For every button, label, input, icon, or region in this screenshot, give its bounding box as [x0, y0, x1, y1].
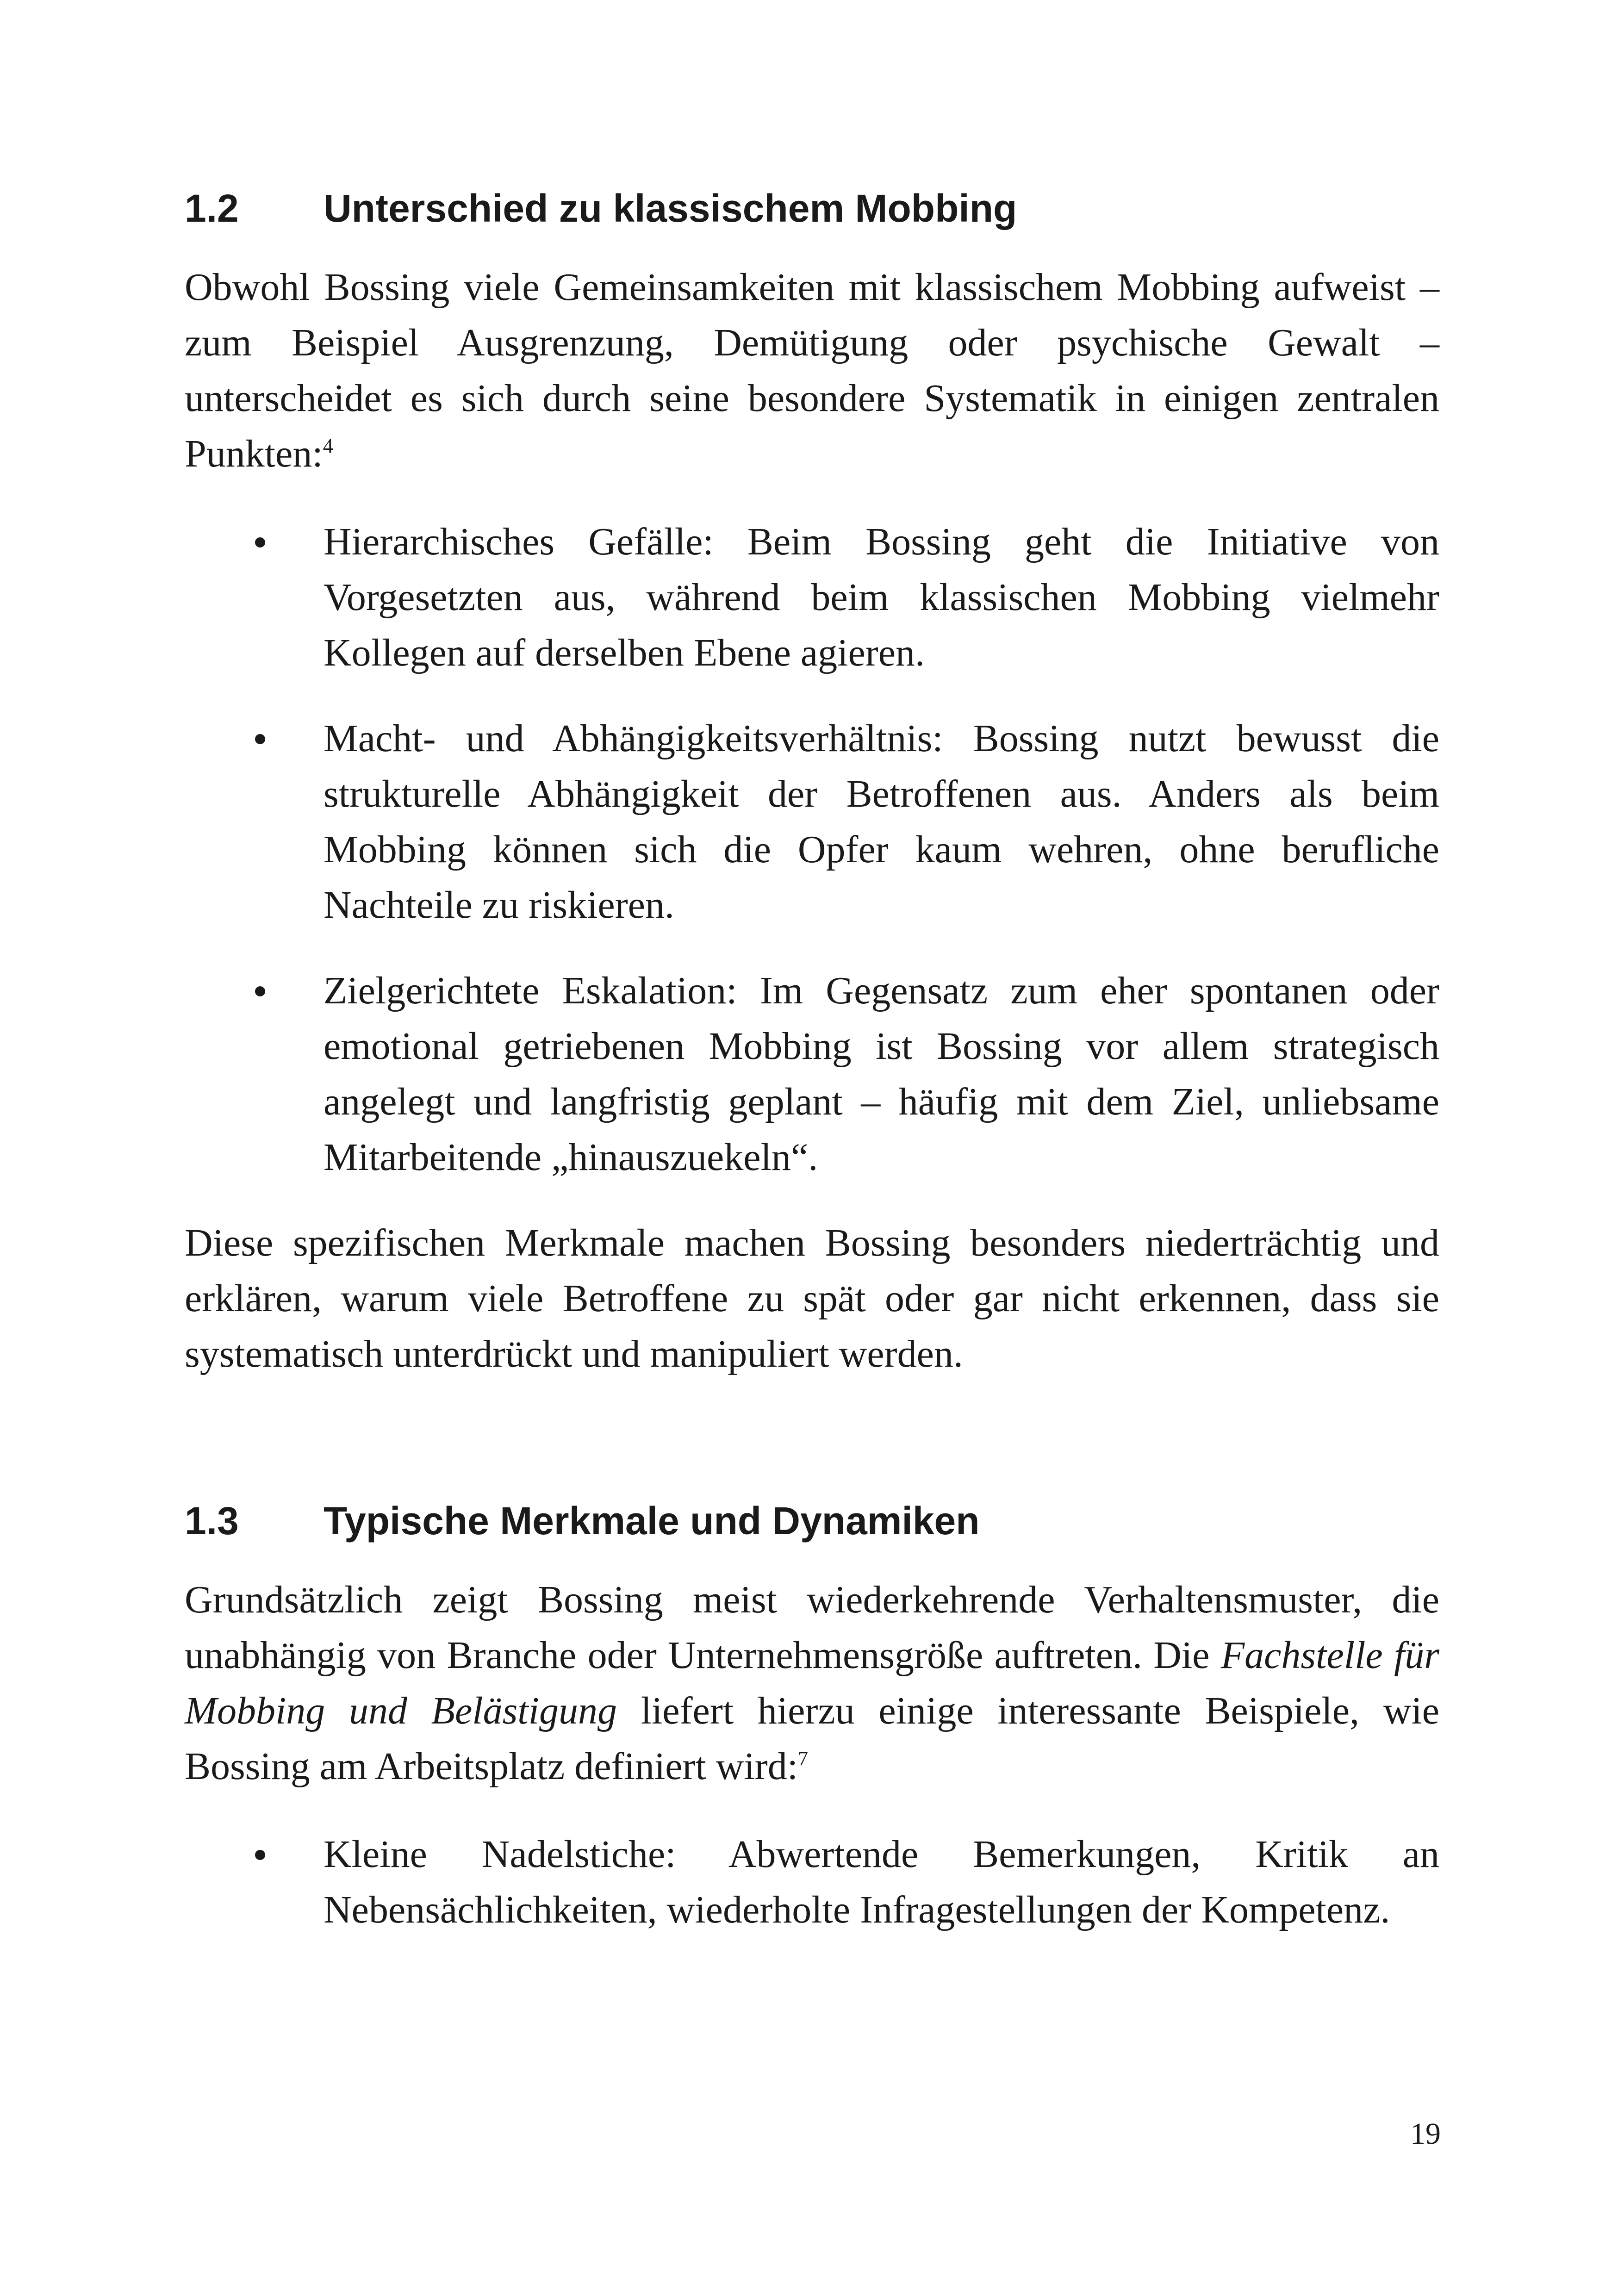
bullet-icon — [255, 1850, 265, 1860]
section-number: 1.2 — [185, 187, 239, 230]
list-item — [185, 1827, 1439, 1938]
section-number: 1.3 — [185, 1499, 239, 1543]
paragraph-text: liefert hierzu einige interessante Beispiele, wie Bossing am Arbeitsplatz definiert wird: — [185, 1689, 1439, 1788]
list-item — [185, 514, 1439, 681]
list-item — [185, 711, 1439, 933]
section-heading-1-2 — [185, 185, 1439, 232]
page-number: 19 — [1410, 2117, 1441, 2151]
list-item — [185, 963, 1439, 1185]
section-intro-paragraph — [185, 1572, 1439, 1794]
section-heading-1-3 — [185, 1498, 1439, 1544]
bullet-list — [185, 514, 1439, 1185]
book-page — [185, 185, 1439, 1968]
list-item-text: Zielgerichtete Eskalation: Im Gegensatz zum eher spontanen oder emotional getriebenen Mobbing ist Bossing vor allem strategisch angelegt und langfristig geplant – häufig mit dem Ziel, unliebsame Mitarbeitende „hinauszuekeln“. — [324, 969, 1439, 1179]
section-intro-paragraph — [185, 260, 1439, 482]
section-closing-paragraph: Diese spezifischen Merkmale machen Bossing besonders niederträchtig und erklären, warum viele Betroffene zu spät oder gar nicht erkennen, dass sie systematisch unterdrückt und manipuliert werden. — [185, 1221, 1439, 1375]
list-item-text: Macht- und Abhängigkeitsverhältnis: Bossing nutzt bewusst die strukturelle Abhängigkeit der Betroffenen aus. Anders als beim Mobbing können sich die Opfer kaum wehren, ohne berufliche Nachteile zu riskieren. — [324, 716, 1439, 927]
footnote-marker[interactable]: 7 — [798, 1747, 809, 1770]
section-title: Typische Merkmale und Dynamiken — [324, 1499, 980, 1543]
footnote-marker[interactable]: 4 — [323, 434, 333, 457]
paragraph-text: Obwohl Bossing viele Gemeinsamkeiten mit klassischem Mobbing aufweist – zum Beispiel Ausgrenzung, Demütigung oder psychische Gewalt – unterscheidet es sich durch seine besondere Systematik in einigen zentralen Punkten: — [185, 265, 1439, 475]
list-item-text: Kleine Nadelstiche: Abwertende Bemerkungen, Kritik an Nebensächlichkeiten, wiederholte Infragestellungen der Kompetenz. — [324, 1832, 1439, 1931]
institution-name: Fachstelle für Mobbing und Belästigung — [185, 1633, 1439, 1732]
bullet-icon — [255, 537, 265, 548]
paragraph-text: Grundsätzlich zeigt Bossing meist wiederkehrende Verhaltensmuster, die unabhängig von Branche oder Unternehmensgröße auftreten. Die — [185, 1578, 1439, 1677]
list-item-text: Hierarchisches Gefälle: Beim Bossing geht die Initiative von Vorgesetzten aus, während beim klassischen Mobbing vielmehr Kollegen auf derselben Ebene agieren. — [324, 520, 1439, 674]
bullet-list — [185, 1827, 1439, 1938]
bullet-icon — [255, 734, 265, 744]
bullet-icon — [255, 986, 265, 996]
section-title: Unterschied zu klassischem Mobbing — [324, 187, 1017, 230]
